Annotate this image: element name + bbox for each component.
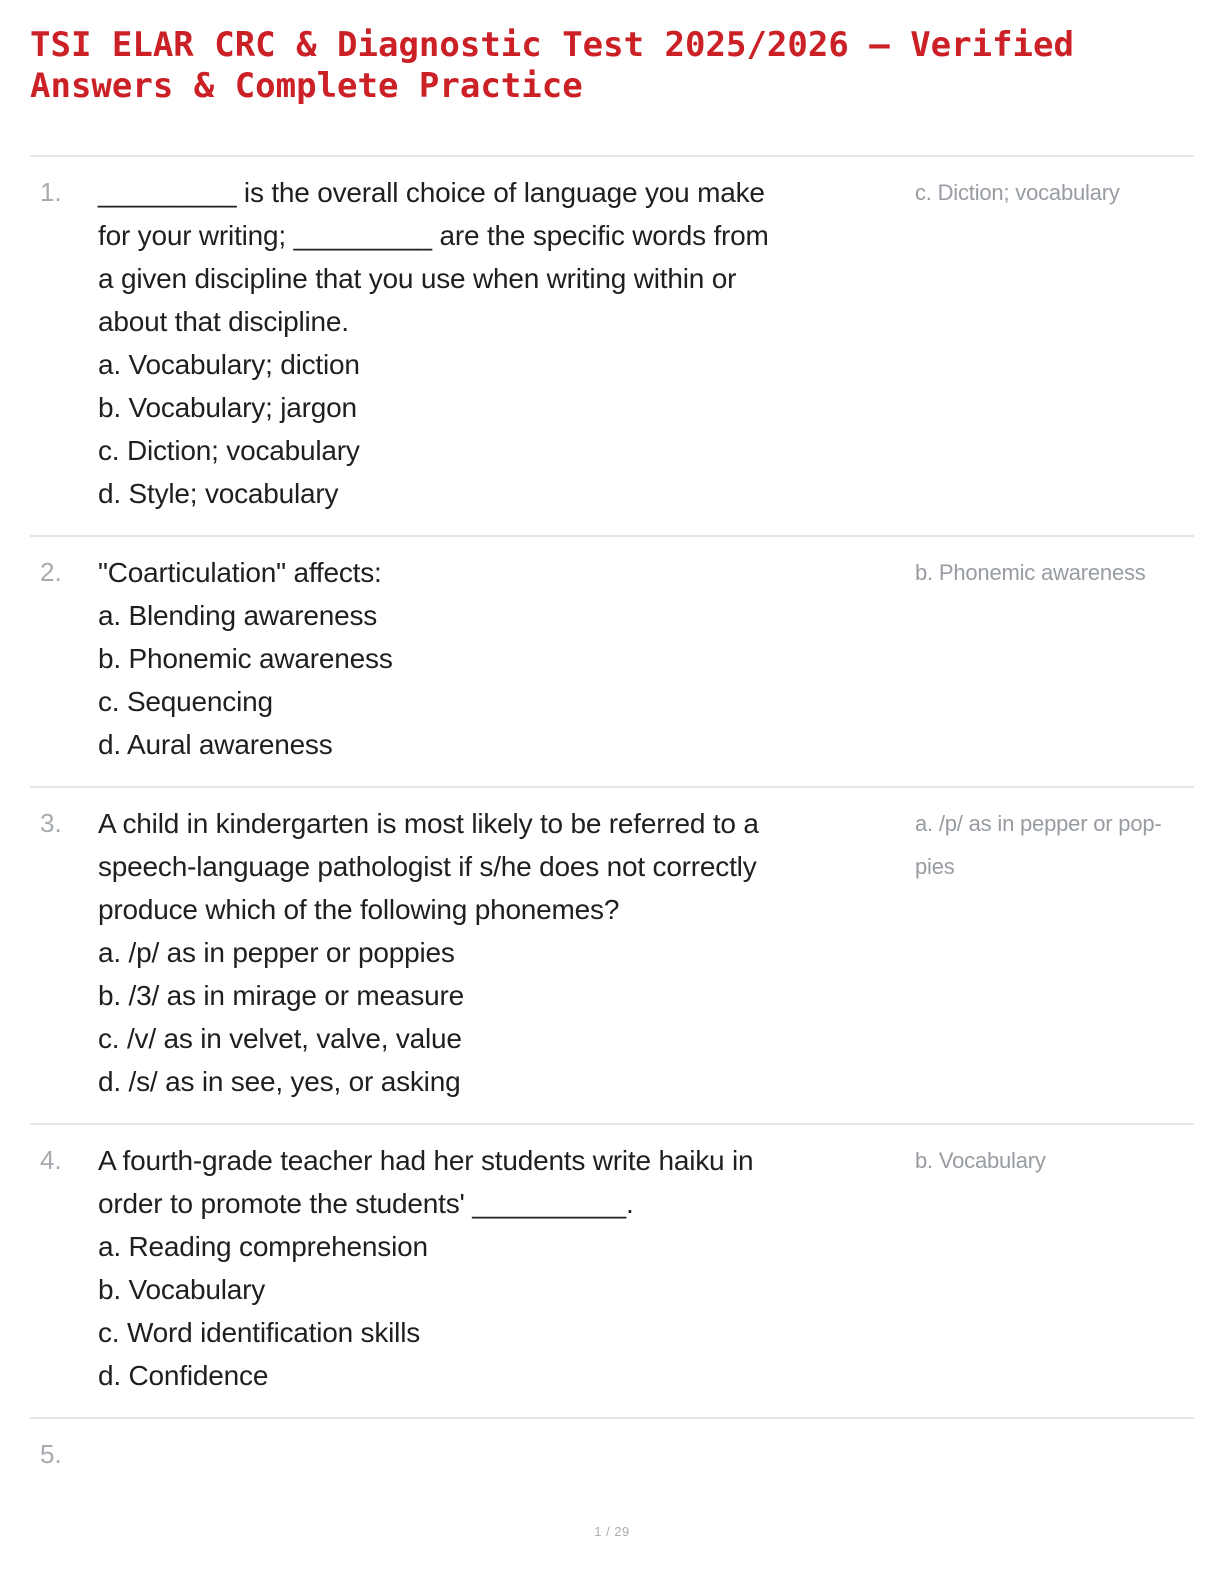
question-block-2 — [30, 537, 1194, 786]
question-stem-line: _________ is the overall choice of language you make — [98, 177, 765, 208]
question-option: a. Reading comprehension — [98, 1231, 428, 1262]
question-number: 2. — [40, 557, 62, 587]
question-stem-line: A fourth-grade teacher had her students write haiku in — [98, 1145, 754, 1176]
question-answer-line: b. Vocabulary — [915, 1148, 1046, 1173]
question-option: a. /p/ as in pepper or poppies — [98, 937, 455, 968]
question-answer — [915, 1433, 1194, 1476]
page-number: 1 / 29 — [594, 1524, 630, 1539]
question-number: 3. — [40, 808, 62, 838]
question-option: d. Style; vocabulary — [98, 478, 339, 509]
question-number: 5. — [40, 1439, 62, 1469]
question-answer — [915, 1139, 1194, 1397]
question-option: a. Vocabulary; diction — [98, 349, 360, 380]
question-option: b. Phonemic awareness — [98, 643, 393, 674]
question-block-1 — [30, 157, 1194, 535]
question-stem-line: produce which of the following phonemes? — [98, 894, 620, 925]
question-block-4 — [30, 1125, 1194, 1417]
question-stem-line: a given discipline that you use when writing within or — [98, 263, 737, 294]
question-option: c. Diction; vocabulary — [98, 435, 360, 466]
question-number: 1. — [40, 177, 62, 207]
question-stem-line: speech-language pathologist if s/he does not correctly — [98, 851, 757, 882]
question-stem-line: "Coarticulation" affects: — [98, 557, 382, 588]
question-option: c. /v/ as in velvet, valve, value — [98, 1023, 462, 1054]
question-answer-line: a. /p/ as in pepper or pop- — [915, 811, 1162, 836]
question-answer-line: b. Phonemic awareness — [915, 560, 1146, 585]
question-option: d. Aural awareness — [98, 729, 333, 760]
question-body — [98, 1139, 915, 1397]
question-option: c. Sequencing — [98, 686, 273, 717]
question-stem-line: about that discipline. — [98, 306, 349, 337]
question-option: d. Confidence — [98, 1360, 269, 1391]
question-stem-line: order to promote the students' __________. — [98, 1188, 634, 1219]
question-block-3 — [30, 788, 1194, 1123]
question-option: b. Vocabulary — [98, 1274, 266, 1305]
question-body — [98, 802, 915, 1103]
question-answer — [915, 802, 1194, 1103]
question-answer-line: c. Diction; vocabulary — [915, 180, 1120, 205]
question-answer-line: pies — [915, 854, 955, 879]
question-option: a. Blending awareness — [98, 600, 378, 631]
question-answer — [915, 551, 1194, 766]
question-body — [98, 171, 915, 515]
question-stem-line: for your writing; _________ are the specific words from — [98, 220, 769, 251]
question-option: b. /3/ as in mirage or measure — [98, 980, 464, 1011]
question-body — [98, 1433, 915, 1476]
question-option: c. Word identification skills — [98, 1317, 421, 1348]
question-body — [98, 551, 915, 766]
question-option: d. /s/ as in see, yes, or asking — [98, 1066, 461, 1097]
question-number: 4. — [40, 1145, 62, 1175]
document-title: TSI ELAR CRC & Diagnostic Test 2025/2026 – Verified Answers & Complete Practice — [30, 25, 1074, 106]
question-stem-line: A child in kindergarten is most likely to be referred to a — [98, 808, 759, 839]
question-answer — [915, 171, 1194, 515]
question-block-5 — [30, 1419, 1194, 1496]
question-option: b. Vocabulary; jargon — [98, 392, 357, 423]
